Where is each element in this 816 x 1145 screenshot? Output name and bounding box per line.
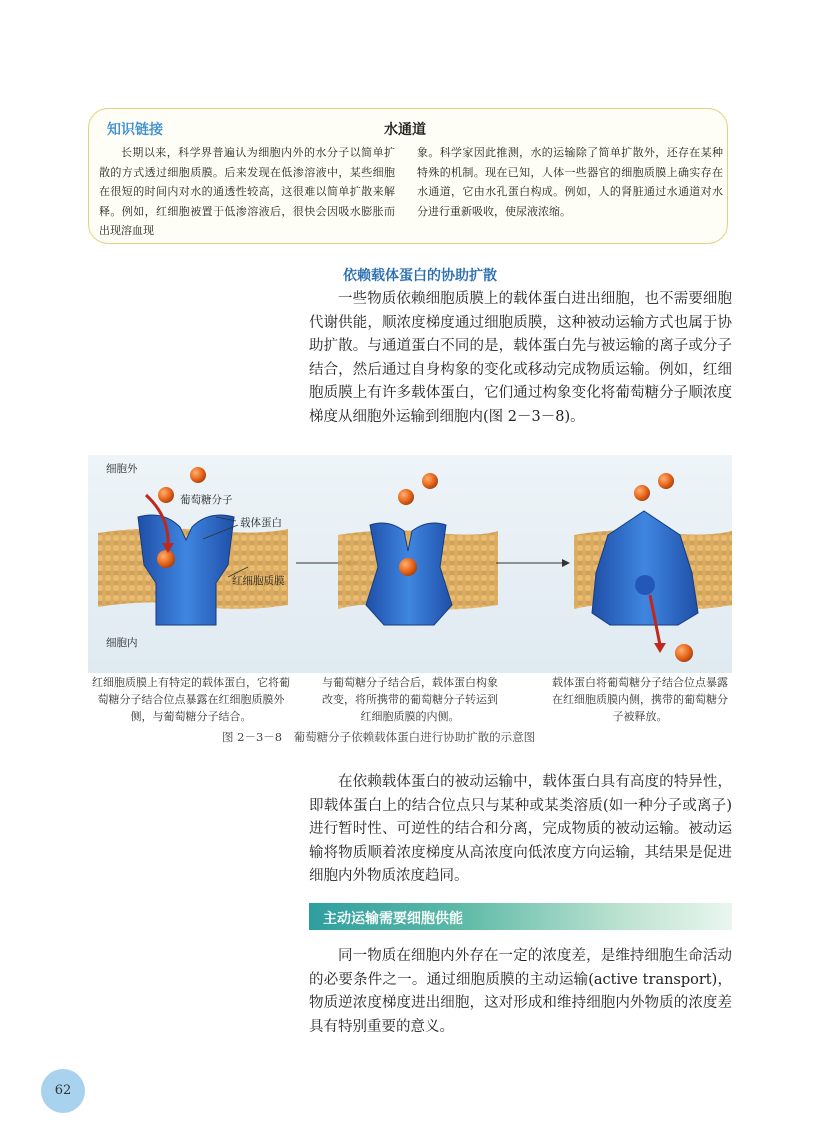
figure-caption-step-2: 与葡萄糖分子结合后，载体蛋白构象改变，将所携带的葡萄糖分子转运到红细胞质膜的内侧。: [322, 676, 498, 723]
banner-title: 主动运输需要细胞供能: [323, 911, 463, 927]
glucose-released: [675, 644, 693, 662]
figure-caption: 图 2－3－8 葡萄糖分子依赖载体蛋白进行协助扩散的示意图: [222, 730, 536, 744]
section-title-facilitated-diffusion: 依赖载体蛋白的协助扩散: [343, 268, 497, 284]
knowledge-right-paragraph: 象。科学家因此推测，水的运输除了简单扩散外，还存在某种特殊的机制。现在已知，人体一些器官的细胞质膜上确实存在水通道，它由水孔蛋白构成。例如，人的肾脏通过水通道对水分进行重新吸收，使尿液浓缩。: [417, 146, 723, 218]
knowledge-left-paragraph: 长期以来，科学界普遍认为细胞内外的水分子以简单扩散的方式透过细胞质膜。后来发现在低渗溶液中，某些细胞在很短的时间内对水的通透性较高，这很难以简单扩散来解释。例如，红细胞被置于低渗溶液后，很快会因吸水膨胀而出现溶血现: [99, 146, 395, 237]
figure-caption-step-3: 载体蛋白将葡萄糖分子结合位点暴露在红细胞质膜内侧，携带的葡萄糖分子被释放。: [552, 676, 728, 723]
knowledge-link-box: [88, 108, 728, 244]
paragraph-carrier-protein: 一些物质依赖细胞质膜上的载体蛋白进出细胞，也不需要细胞代谢供能，顺浓度梯度通过细胞质膜，这种被动运输方式也属于协助扩散。与通道蛋白不同的是，载体蛋白先与被运输的离子或分子结合，然后通过自身构象的变化或移动完成物质运输。例如，红细胞质膜上有许多载体蛋白，它们通过构象变化将葡萄糖分子顺浓度梯度从细胞外运输到细胞内(图 2－3－8)。: [309, 291, 732, 425]
label-glucose: 葡萄糖分子: [180, 494, 233, 506]
glucose-molecule: [398, 489, 414, 505]
figure-carrier-protein-diagram: [88, 455, 732, 673]
glucose-molecule: [634, 485, 650, 501]
label-carrier-protein: 载体蛋白: [240, 517, 282, 529]
paragraph-passive-transport: 在依赖载体蛋白的被动运输中，载体蛋白具有高度的特异性，即载体蛋白上的结合位点只与某种或某类溶质(如一种分子或离子)进行暂时性、可逆性的结合和分离，完成物质的被动运输。被动运输将物质顺着浓度梯度从高浓度向低浓度方向运输，其结果是促进细胞内外物质浓度趋同。: [309, 774, 732, 885]
label-outside: 细胞外: [106, 463, 138, 475]
binding-site: [635, 575, 655, 595]
glucose-molecule: [158, 487, 174, 503]
knowledge-link-text-right: [417, 143, 723, 221]
label-membrane: 红细胞质膜: [232, 575, 285, 587]
page-number: 62: [41, 1069, 85, 1113]
label-inside: 细胞内: [106, 637, 138, 649]
glucose-molecule: [422, 473, 438, 489]
figure-caption-step-1: 红细胞质膜上有特定的载体蛋白，它将葡萄糖分子结合位点暴露在红细胞质膜外侧，与葡萄糖分子结合。: [92, 676, 290, 723]
section-banner-active-transport: [309, 903, 732, 930]
paragraph-active-transport: 同一物质在细胞内外存在一定的浓度差，是维持细胞生命活动的必要条件之一。通过细胞质膜的主动运输(active transport)，物质逆浓度梯度进出细胞，这对形成和维持细胞内外物质的浓度差具有特别重要的意义。: [309, 948, 732, 1035]
knowledge-link-text-left: [99, 143, 395, 241]
knowledge-link-header: 知识链接: [107, 122, 163, 138]
glucose-bound-2: [399, 558, 417, 576]
knowledge-link-title: 水通道: [384, 122, 426, 138]
glucose-molecule: [658, 473, 674, 489]
glucose-bound-1: [157, 550, 175, 568]
glucose-molecule: [190, 467, 206, 483]
diagram-illustration: [88, 455, 732, 673]
